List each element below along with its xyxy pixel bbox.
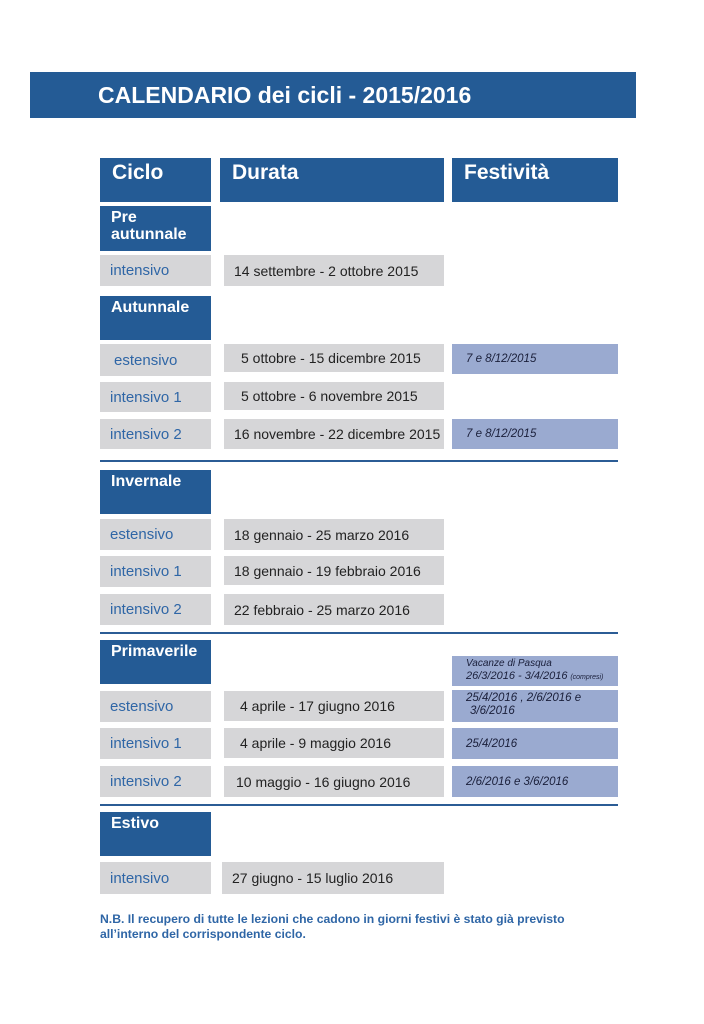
section-invernale: Invernale xyxy=(100,470,211,514)
section-label-line2: autunnale xyxy=(111,226,187,243)
holiday-cell: 2/6/2016 e 3/6/2016 xyxy=(452,766,618,797)
holiday-line2: 3/6/2016 xyxy=(470,705,515,717)
cycle-type: estensivo xyxy=(100,691,211,722)
cycle-type: intensivo 1 xyxy=(100,556,211,587)
section-preautunnale xyxy=(100,206,211,251)
cycle-type: intensivo xyxy=(100,255,211,286)
cycle-duration: 27 giugno - 15 luglio 2016 xyxy=(222,862,444,894)
easter-dates: 26/3/2016 - 3/4/2016 xyxy=(466,670,568,682)
holiday-cell: 7 e 8/12/2015 xyxy=(452,344,618,374)
header-festivita: Festività xyxy=(452,158,618,202)
cycle-duration: 10 maggio - 16 giugno 2016 xyxy=(224,766,444,797)
cycle-duration: 4 aprile - 17 giugno 2016 xyxy=(224,691,444,721)
cycle-type: estensivo xyxy=(100,519,211,550)
footnote: N.B. Il recupero di tutte le lezioni che cadono in giorni festivi è stato già previsto all’interno del corrispondente ciclo. xyxy=(100,912,565,941)
cycle-type: estensivo xyxy=(100,344,211,376)
cycle-duration: 4 aprile - 9 maggio 2016 xyxy=(224,728,444,758)
holiday-cell: 25/4/2016 xyxy=(452,728,618,759)
section-label-line1: Pre xyxy=(111,209,137,226)
cycle-duration: 22 febbraio - 25 marzo 2016 xyxy=(224,594,444,625)
cycle-duration: 14 settembre - 2 ottobre 2015 xyxy=(224,255,444,286)
section-estivo: Estivo xyxy=(100,812,211,856)
section-autunnale: Autunnale xyxy=(100,296,211,340)
cycle-duration: 5 ottobre - 6 novembre 2015 xyxy=(224,382,444,410)
holiday-line1: 25/4/2016 , 2/6/2016 e xyxy=(466,692,582,704)
cycle-duration: 18 gennaio - 25 marzo 2016 xyxy=(224,519,444,550)
cycle-type: intensivo 2 xyxy=(100,766,211,797)
cycle-duration: 5 ottobre - 15 dicembre 2015 xyxy=(224,344,444,372)
cycle-type: intensivo 1 xyxy=(100,728,211,759)
section-divider xyxy=(100,460,618,462)
page-title: CALENDARIO dei cicli - 2015/2016 xyxy=(30,72,636,118)
cycle-type: intensivo 2 xyxy=(100,419,211,449)
cycle-duration: 16 novembre - 22 dicembre 2015 xyxy=(224,419,444,449)
easter-label: Vacanze di Pasqua xyxy=(466,658,552,669)
header-ciclo: Ciclo xyxy=(100,158,211,202)
easter-note: (compresi) xyxy=(570,674,604,681)
cycle-type: intensivo 2 xyxy=(100,594,211,625)
holiday-cell: 7 e 8/12/2015 xyxy=(452,419,618,449)
holiday-cell xyxy=(452,690,618,722)
section-divider xyxy=(100,804,618,806)
cycle-type: intensivo xyxy=(100,862,211,894)
cycle-duration: 18 gennaio - 19 febbraio 2016 xyxy=(224,556,444,585)
header-durata: Durata xyxy=(220,158,444,202)
section-divider xyxy=(100,632,618,634)
cycle-type: intensivo 1 xyxy=(100,382,211,412)
easter-holiday-cell xyxy=(452,656,618,686)
section-primaverile: Primaverile xyxy=(100,640,211,684)
